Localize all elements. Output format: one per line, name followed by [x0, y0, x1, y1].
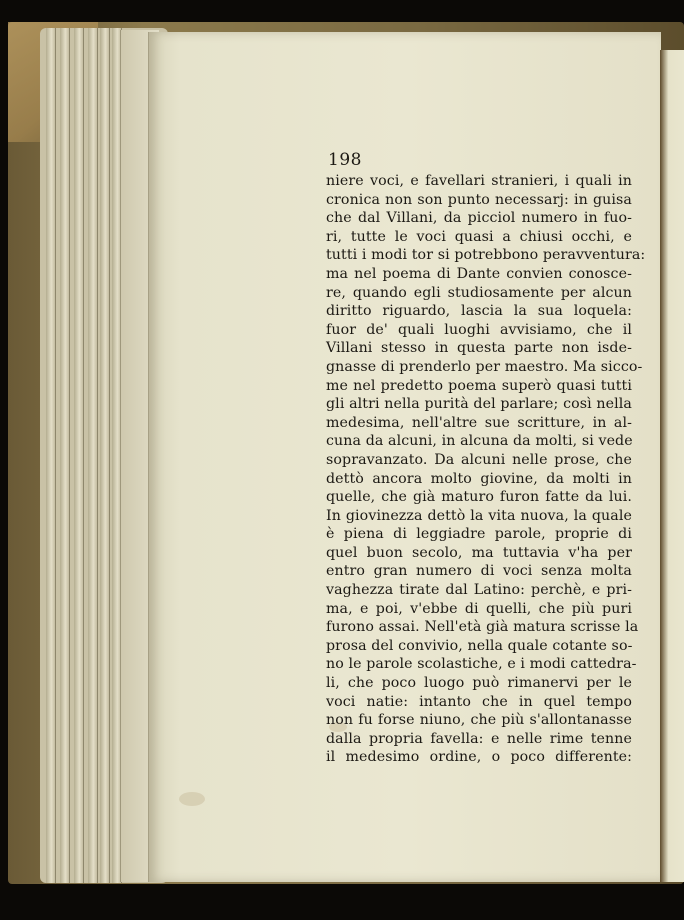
text-line: non fu forse niuno, che più s'allontanasse — [326, 712, 632, 729]
text-line: me nel predetto poema superò quasi tutti — [326, 377, 632, 394]
text-line: vaghezza tirate dal Latino: perchè, e pri- — [326, 582, 632, 599]
text-line: entro gran numero di voci senza molta — [326, 563, 632, 580]
text-line: diritto riguardo, lascia la sua loquela: — [326, 303, 632, 320]
text-line: fuor de' quali luoghi avvisiamo, che il — [326, 321, 632, 338]
text-line: niere voci, e favellari stranieri, i quali in — [326, 173, 632, 189]
text-line: cronica non son punto necessarj: in guisa — [326, 191, 632, 208]
text-line: ma, e poi, v'ebbe di quelli, che più puri — [326, 600, 632, 617]
text-line: dalla propria favella: e nelle rime tenne — [326, 730, 632, 747]
text-line: gnasse di prenderlo per maestro. Ma sicco- — [326, 358, 643, 375]
text-line: sopravanzato. Da alcuni nelle prose, che — [326, 451, 632, 468]
text-line: In giovinezza dettò la vita nuova, la quale — [326, 507, 632, 524]
text-line: è piena di leggiadre parole, proprie di — [326, 526, 632, 543]
text-line: medesima, nell'altre sue scritture, in al- — [326, 414, 632, 431]
text-line: Villani stesso in questa parte non isde- — [326, 340, 632, 357]
text-line: li, che poco luogo può rimanervi per le — [326, 675, 632, 692]
text-line: prosa del convivio, nella quale cotante so- — [326, 637, 633, 654]
body-text — [326, 172, 646, 767]
facing-page-edge — [660, 50, 684, 882]
text-line: quelle, che già maturo furon fatte da lui. — [326, 489, 632, 506]
text-line: no le parole scolastiche, e i modi cattedra- — [326, 656, 637, 673]
text-line: il medesimo ordine, o poco differente: — [326, 749, 632, 766]
text-line: cuna da alcuni, in alcuna da molti, si vede — [326, 433, 633, 450]
text-line: voci natie: intanto che in quel tempo — [326, 693, 632, 710]
text-line: gli altri nella purità del parlare; così nella — [326, 396, 632, 413]
text-line: quel buon secolo, ma tuttavia v'ha per — [326, 544, 632, 561]
text-line: re, quando egli studiosamente per alcun — [326, 284, 632, 301]
text-line: ma nel poema di Dante convien conosce- — [326, 265, 632, 282]
text-line: furono assai. Nell'età già matura scrisse la — [326, 619, 639, 636]
text-line: tutti i modi tor si potrebbono peravventura: — [326, 247, 646, 264]
page-number: 198 — [328, 150, 362, 170]
text-line: dettò ancora molto giovine, da molti in — [326, 470, 632, 487]
text-line: ri, tutte le voci quasi a chiusi occhi, e — [326, 228, 632, 245]
text-line: che dal Villani, da picciol numero in fuo- — [326, 210, 632, 227]
